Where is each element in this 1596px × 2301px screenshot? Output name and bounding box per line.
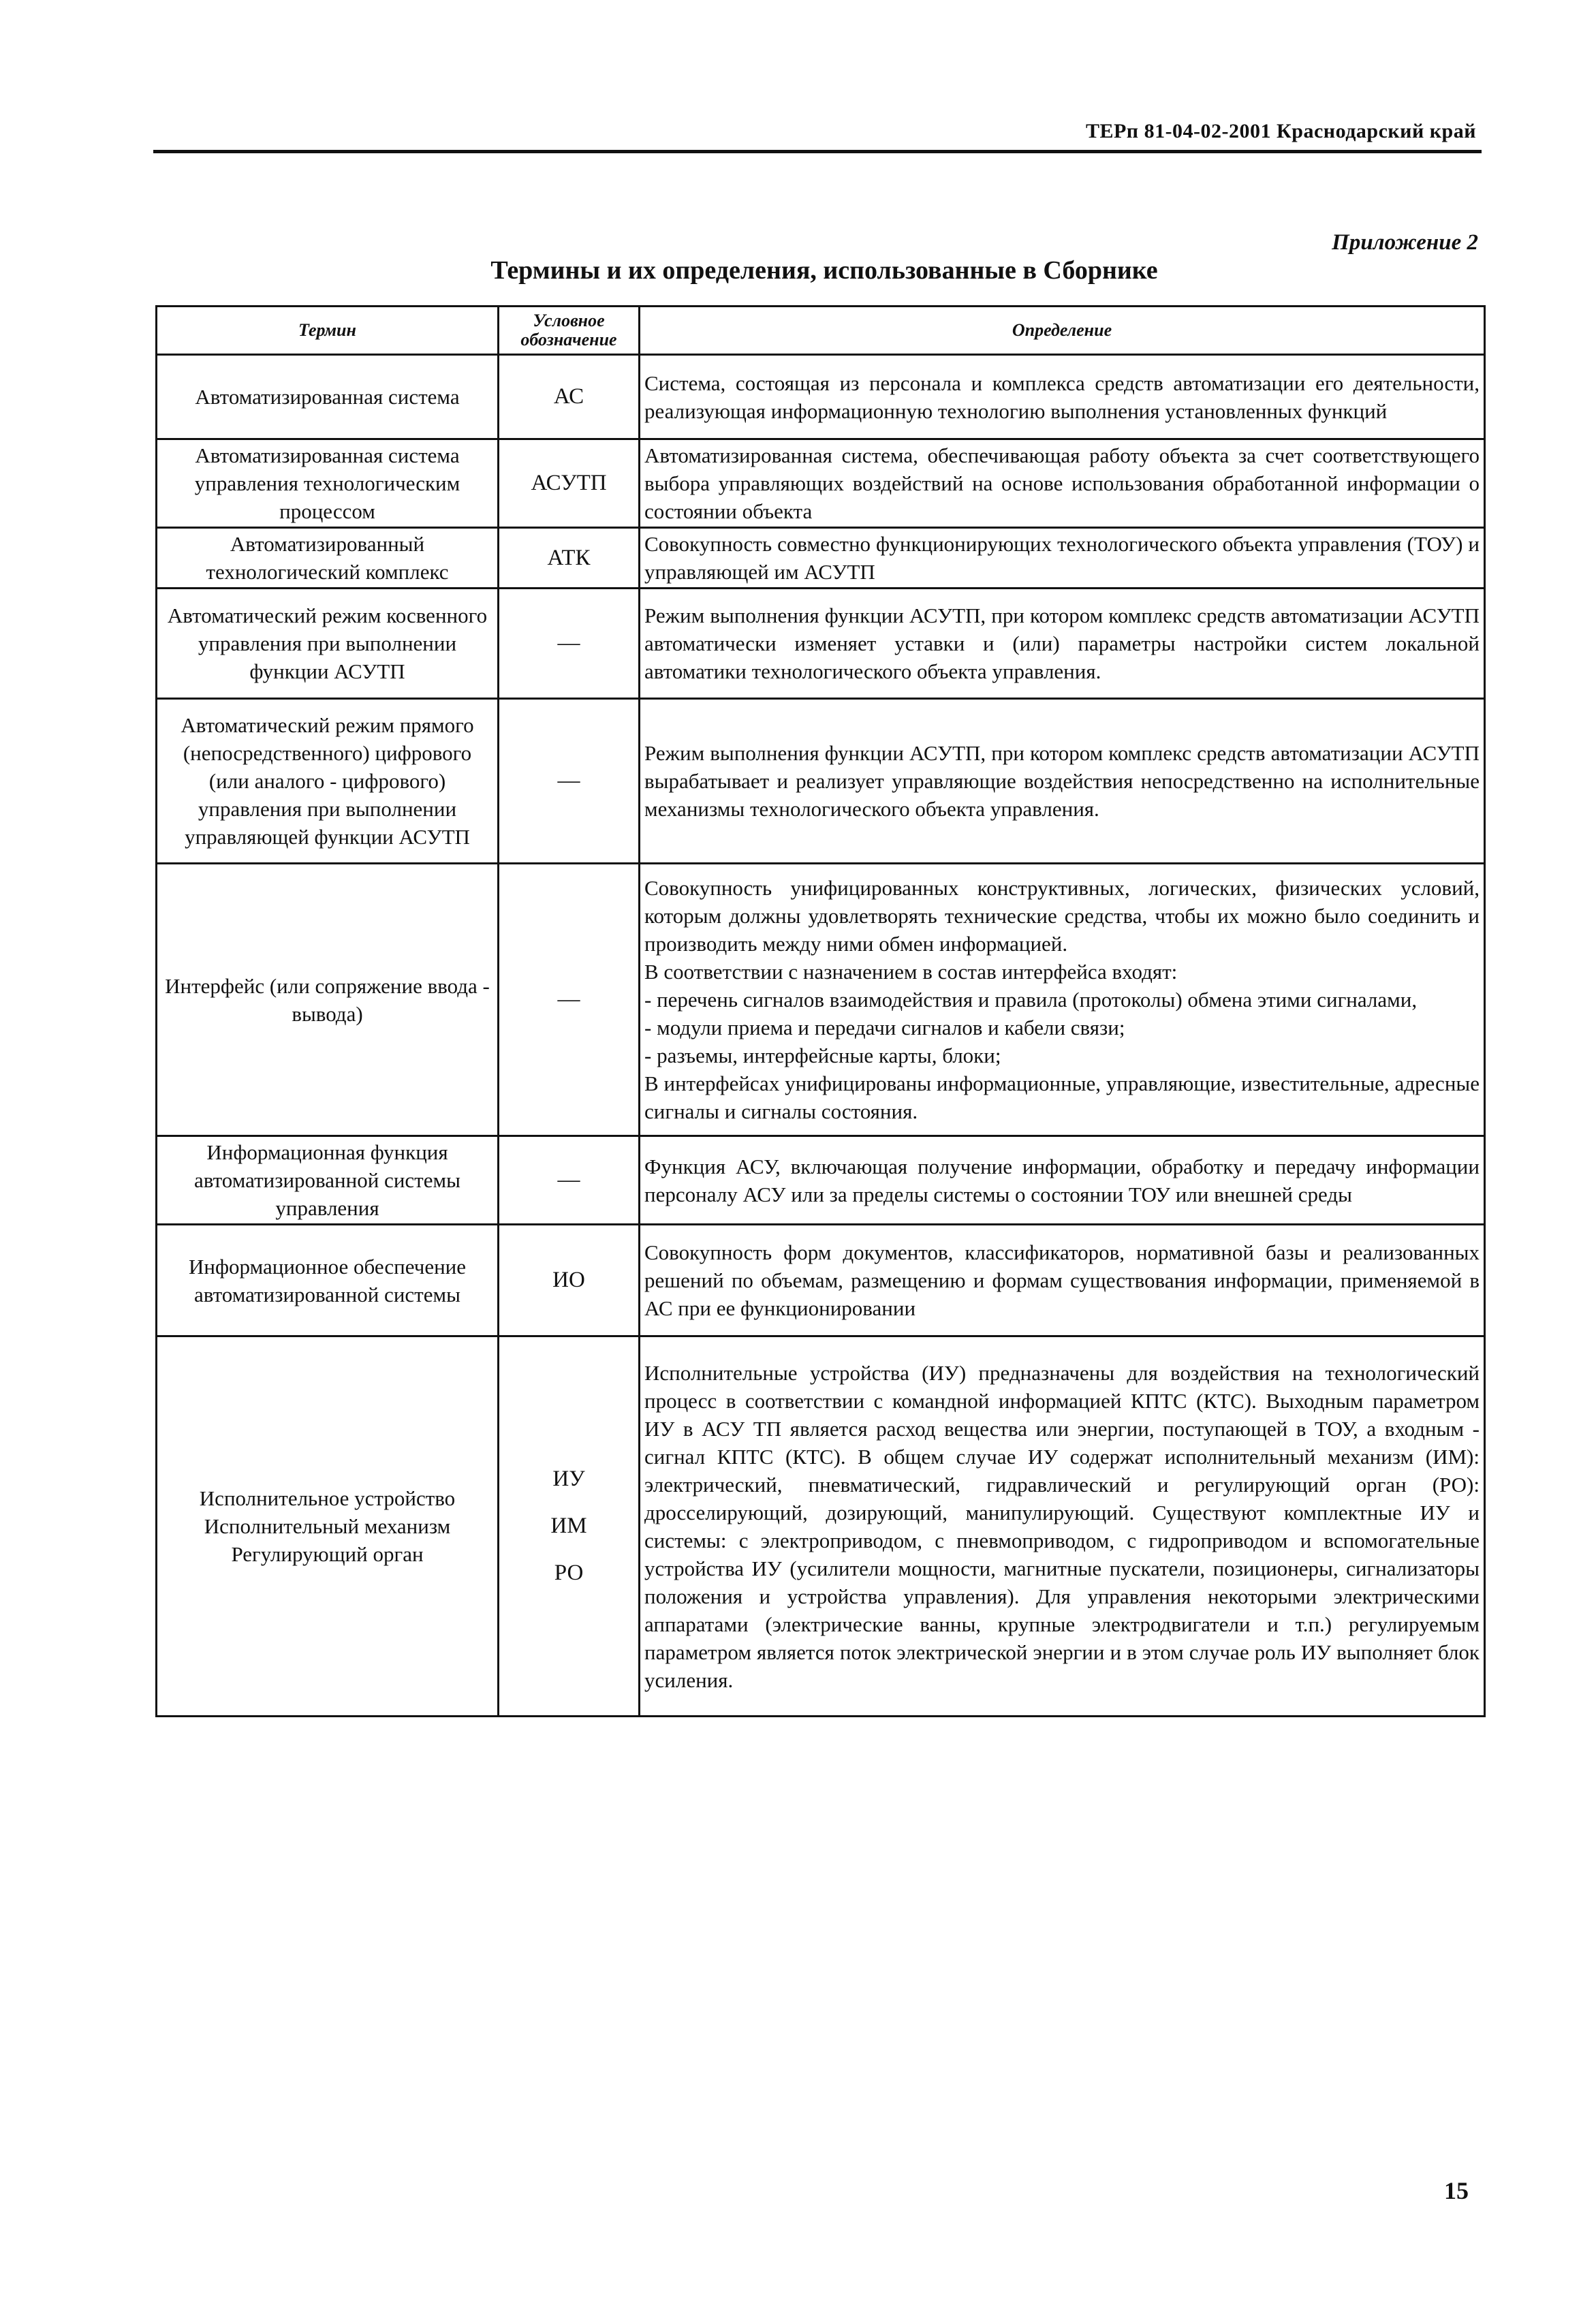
definition-text: Режим выполнения функции АСУТП, при котором комплекс средств автоматизации АСУТП вырабатывает и реализует управляющие воздействия непосредственно на исполнительные механизмы технологического объекта управления. (644, 741, 1480, 821)
page-title: Термины и их определения, использованные в Сборнике (490, 256, 1158, 285)
definition-text: Исполнительные устройства (ИУ) предназначены для воздействия на технологический процесс в соответствии с командной информацией КПТС (КТС). Выходным параметром ИУ в АСУ ТП является расход вещества или энергии, поступающей в ТОУ, а входным - сигнал КПТС (КТС). В общем случае ИУ содержат исполнительный механизм (ИМ): электрический, пневматический, гидравлический и регулирующий орган (РО): дросселирующий, дозирующий, манипулирующий. Существуют комплектные ИУ и системы: с электроприводом, с пневмоприводом, с гидроприводом и вспомогательные устройства ИУ (усилители мощности, магнитные пускатели, позиционеры, сигнализаторы положения и устройства управления). Для управления некоторыми электрическими аппаратами (электрические ванны, крупные электродвигатели и т.п.) регулируемым параметром является поток электрической энергии и в этом случае роль ИУ выполняет блок усиления. (644, 1360, 1480, 1692)
abbreviation-cell (499, 528, 640, 589)
abbreviation-cell (499, 1136, 640, 1225)
abbreviation-cell (499, 355, 640, 439)
definition-cell (640, 699, 1485, 864)
table-row (157, 589, 1485, 699)
definition-cell (640, 528, 1485, 589)
abbreviation-cell (499, 864, 640, 1136)
abbreviation-text: АТК (547, 545, 591, 570)
definition-text: Система, состоящая из персонала и комплекса средств автоматизации его деятельности, реализующая информационную технологию выполнения установленных функций (644, 371, 1480, 423)
term-cell: Автоматизированный технологический комплекс (157, 528, 499, 589)
definition-cell (640, 439, 1485, 528)
table-row (157, 1136, 1485, 1225)
definition-text: - разъемы, интерфейсные карты, блоки; (644, 1044, 1001, 1067)
abbreviation-text: АС (553, 384, 584, 409)
definition-text: В соответствии с назначением в состав интерфейса входят: (644, 960, 1178, 984)
abbreviation-text: — (557, 1168, 580, 1192)
abbreviation-text: ИУ (552, 1467, 585, 1491)
abbreviation-text: ИМ (550, 1514, 587, 1538)
table-row (157, 1225, 1485, 1336)
table-row (157, 355, 1485, 439)
document-code: ТЕРп 81-04-02-2001 Краснодарский край (1085, 120, 1476, 142)
table-header-row (157, 307, 1485, 355)
abbreviation-text: — (557, 768, 580, 793)
term-cell: Интерфейс (или сопряжение ввода - вывода) (157, 864, 499, 1136)
term-cell: Автоматический режим прямого (непосредственного) цифрового (или аналого - цифрового) управления при выполнении управляющей функции АСУТП (157, 699, 499, 864)
definition-text: В интерфейсах унифицированы информационные, управляющие, известительные, адресные сигналы и сигналы состояния. (644, 1071, 1480, 1123)
abbreviation-cell (499, 699, 640, 864)
column-header-abbreviation: Условное обозначение (499, 307, 640, 355)
definition-text: Совокупность совместно функционирующих технологического объекта управления (ТОУ) и управляющей им АСУТП (644, 532, 1480, 584)
column-header-term: Термин (157, 307, 499, 355)
abbreviation-cell (499, 1225, 640, 1336)
page-header (153, 116, 1482, 153)
abbreviation-text: ИО (552, 1268, 585, 1292)
term-cell: Автоматический режим косвенного управления при выполнении функции АСУТП (157, 589, 499, 699)
terms-table (155, 305, 1486, 1717)
definition-text: Автоматизированная система, обеспечивающая работу объекта за счет соответствующего выбора управляющих воздействий на основе использования обработанной информации о состоянии объекта (644, 443, 1480, 523)
definition-text: Функция АСУ, включающая получение информации, обработку и передачу информации персоналу АСУ или за пределы системы о состоянии ТОУ или внешней среды (644, 1154, 1480, 1206)
definition-text: Режим выполнения функции АСУТП, при котором комплекс средств автоматизации АСУТП автоматически изменяет уставки и (или) параметры настройки систем локальной автоматики технологического объекта управления. (644, 604, 1480, 683)
definition-cell (640, 1136, 1485, 1225)
definition-text: Совокупность форм документов, классификаторов, нормативной базы и реализованных решений по объемам, размещению и формам существования информации, применяемой в АС при ее функционировании (644, 1240, 1480, 1320)
page-number: 15 (1444, 2177, 1469, 2204)
abbreviation-cell (499, 589, 640, 699)
abbreviation-cell (499, 1336, 640, 1717)
table-row (157, 699, 1485, 864)
definition-cell (640, 589, 1485, 699)
abbreviation-text: — (557, 987, 580, 1012)
appendix-label: Приложение 2 (1332, 230, 1478, 255)
definition-cell (640, 864, 1485, 1136)
definition-cell (640, 1225, 1485, 1336)
definition-text: - модули приема и передачи сигналов и кабели связи; (644, 1016, 1125, 1039)
abbreviation-text: АСУТП (531, 471, 607, 495)
definition-text: Совокупность унифицированных конструктивных, логических, физических условий, которым должны удовлетворять технические средства, чтобы их можно было соединить и производить между ними обмен информацией. (644, 876, 1480, 956)
table-row (157, 439, 1485, 528)
table-row (157, 864, 1485, 1136)
abbreviation-cell (499, 439, 640, 528)
table-row (157, 528, 1485, 589)
definition-text: - перечень сигналов взаимодействия и правила (протоколы) обмена этими сигналами, (644, 988, 1418, 1012)
definition-cell (640, 1336, 1485, 1717)
table-row (157, 1336, 1485, 1717)
term-cell: Информационное обеспечение автоматизированной системы (157, 1225, 499, 1336)
abbreviation-text: РО (554, 1561, 584, 1585)
abbreviation-text: — (557, 631, 580, 655)
term-cell: Автоматизированная система (157, 355, 499, 439)
column-header-definition: Определение (640, 307, 1485, 355)
term-cell: Информационная функция автоматизированной системы управления (157, 1136, 499, 1225)
term-cell: Исполнительное устройство Исполнительный механизм Регулирующий орган (157, 1336, 499, 1717)
term-cell: Автоматизированная система управления технологическим процессом (157, 439, 499, 528)
definition-cell (640, 355, 1485, 439)
